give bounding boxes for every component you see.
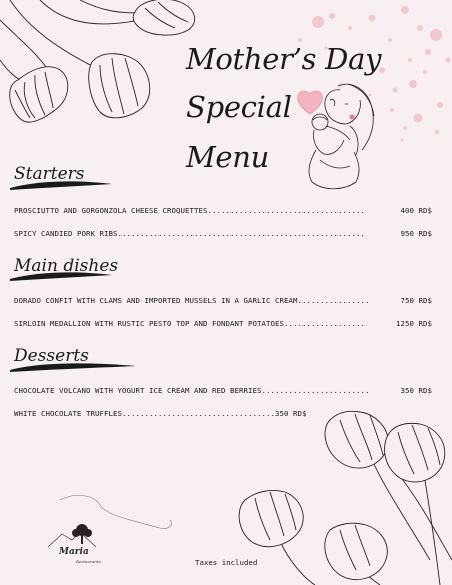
menu-item-dots: ....................................................... [117,229,365,238]
menu-item-name: PROSCIUTTO AND GORGONZOLA CHEESE CROQUETTES [14,206,208,215]
taxes-note: Taxes included [195,558,258,567]
menu-item-dots: .................................. [122,409,275,418]
section-heading-desserts: Desserts [14,346,89,366]
tulip-icon [10,67,68,122]
page-title-line-2: Special [186,90,292,124]
menu-item-price: 750 RD$ [400,296,432,305]
tulip-icon [325,411,388,468]
menu-item [14,386,432,395]
page-title-line-1: Mother’s Day [186,42,382,76]
section-heading-starters: Starters [14,164,85,184]
menu-item-name: WHITE CHOCOLATE TRUFFLES [14,409,122,418]
section-heading-main-dishes: Main dishes [14,256,119,276]
tulip-icon [239,490,303,546]
menu-item-price: 350 RD$ [274,409,307,418]
tulip-icon [385,423,445,482]
menu-item-price: 350 RD$ [400,386,432,395]
menu-item [14,409,306,418]
restaurant-logo-text: Maria [59,547,89,557]
page-title-line-3: Menu [186,140,270,174]
menu-item [14,229,432,238]
mother-child-illustration [298,84,374,189]
menu-item [14,206,432,215]
restaurant-logo-icon [48,524,96,547]
menu-item [14,319,432,328]
tulip-icon [89,54,150,118]
menu-item [14,296,432,305]
tulip-icon [325,523,387,579]
menu-item-price: 400 RD$ [400,206,432,215]
menu-item-name: SPICY CANDIED PORK RIBS [14,229,118,238]
restaurant-logo-subtext: Restaurante [76,559,101,564]
menu-item-dots: ................................... [207,206,365,215]
swirl-decoration [60,495,172,528]
menu-item-name: CHOCOLATE VOLCANO WITH YOGURT ICE CREAM AND RED BERRIES [14,386,262,395]
menu-item-dots: .................. [283,319,365,328]
menu-item-name: SIRLOIN MEDALLION WITH RUSTIC PESTO TOP AND FONDANT POTATOES [14,319,284,328]
menu-item-dots: ................ [297,296,370,305]
menu-item-name: DORADO CONFIT WITH CLAMS AND IMPORTED MUSSELS IN A GARLIC CREAM [14,296,298,305]
menu-item-price: 950 RD$ [400,229,432,238]
menu-item-price: 1250 RD$ [396,319,432,328]
tulip-icon [133,0,195,35]
menu-item-dots: ........................ [261,386,370,395]
